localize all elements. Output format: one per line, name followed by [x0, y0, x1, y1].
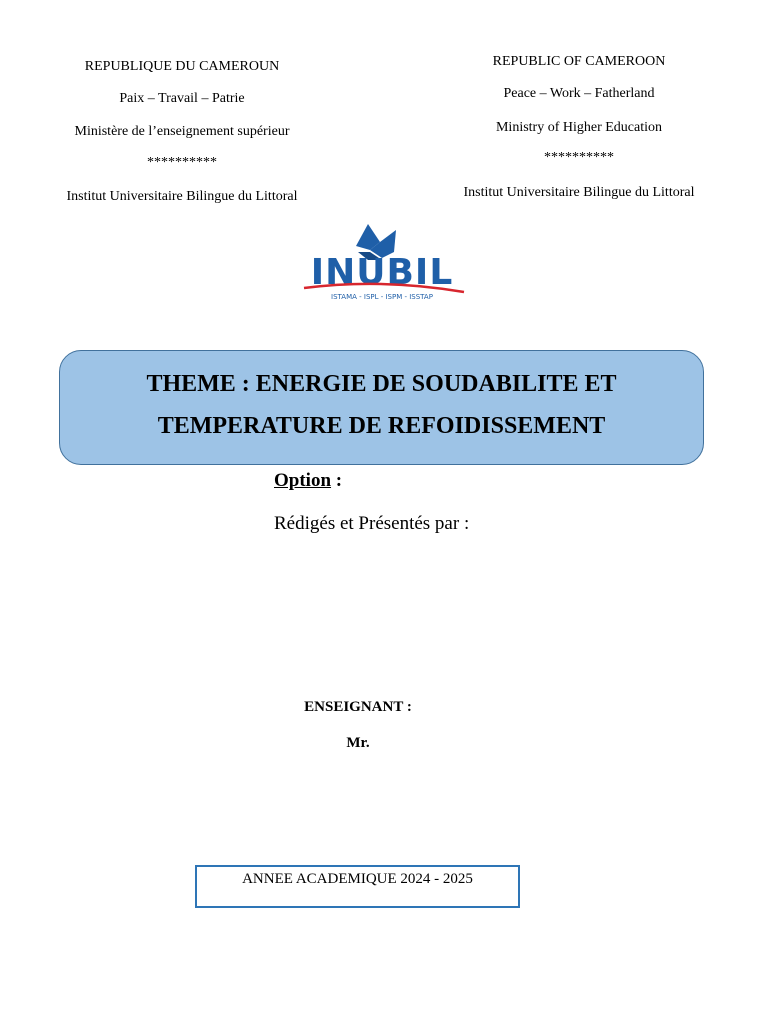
separator-en: **********: [544, 150, 614, 165]
option-field: [274, 470, 342, 492]
presented-by: Rédigés et Présentés par :: [274, 513, 470, 534]
country-name-en: REPUBLIC OF CAMEROON: [492, 54, 666, 69]
academic-year-box: [195, 865, 520, 908]
svg-text:ISTAMA - ISPL - ISPM - ISSTAP: ISTAMA - ISPL - ISPM - ISSTAP: [331, 293, 433, 301]
institution-logo: [296, 216, 468, 306]
option-label: Option: [274, 470, 332, 491]
country-name-fr: REPUBLIQUE DU CAMEROUN: [84, 59, 280, 74]
ministry-fr: Ministère de l’enseignement supérieur: [74, 124, 290, 139]
svg-text:INUBIL: INUBIL: [310, 252, 454, 293]
motto-fr: Paix – Travail – Patrie: [119, 91, 245, 106]
option-colon: :: [331, 470, 343, 491]
teacher-label: ENSEIGNANT :: [304, 699, 412, 715]
motto-en: Peace – Work – Fatherland: [503, 86, 655, 101]
academic-year-text: ANNEE ACADEMIQUE 2024 - 2025: [242, 871, 473, 887]
ministry-en: Ministry of Higher Education: [495, 120, 663, 135]
separator-fr: **********: [147, 155, 217, 170]
teacher-name: Mr.: [346, 735, 370, 751]
book-icon: [296, 216, 468, 306]
theme-title-line-1: THEME : ENERGIE DE SOUDABILITE ET: [146, 371, 617, 397]
institute-fr: Institut Universitaire Bilingue du Littoral: [66, 189, 298, 204]
theme-box: [59, 350, 704, 465]
institute-en: Institut Universitaire Bilingue du Littoral: [463, 185, 695, 200]
theme-title-line-2: TEMPERATURE DE REFOIDISSEMENT: [157, 413, 606, 439]
